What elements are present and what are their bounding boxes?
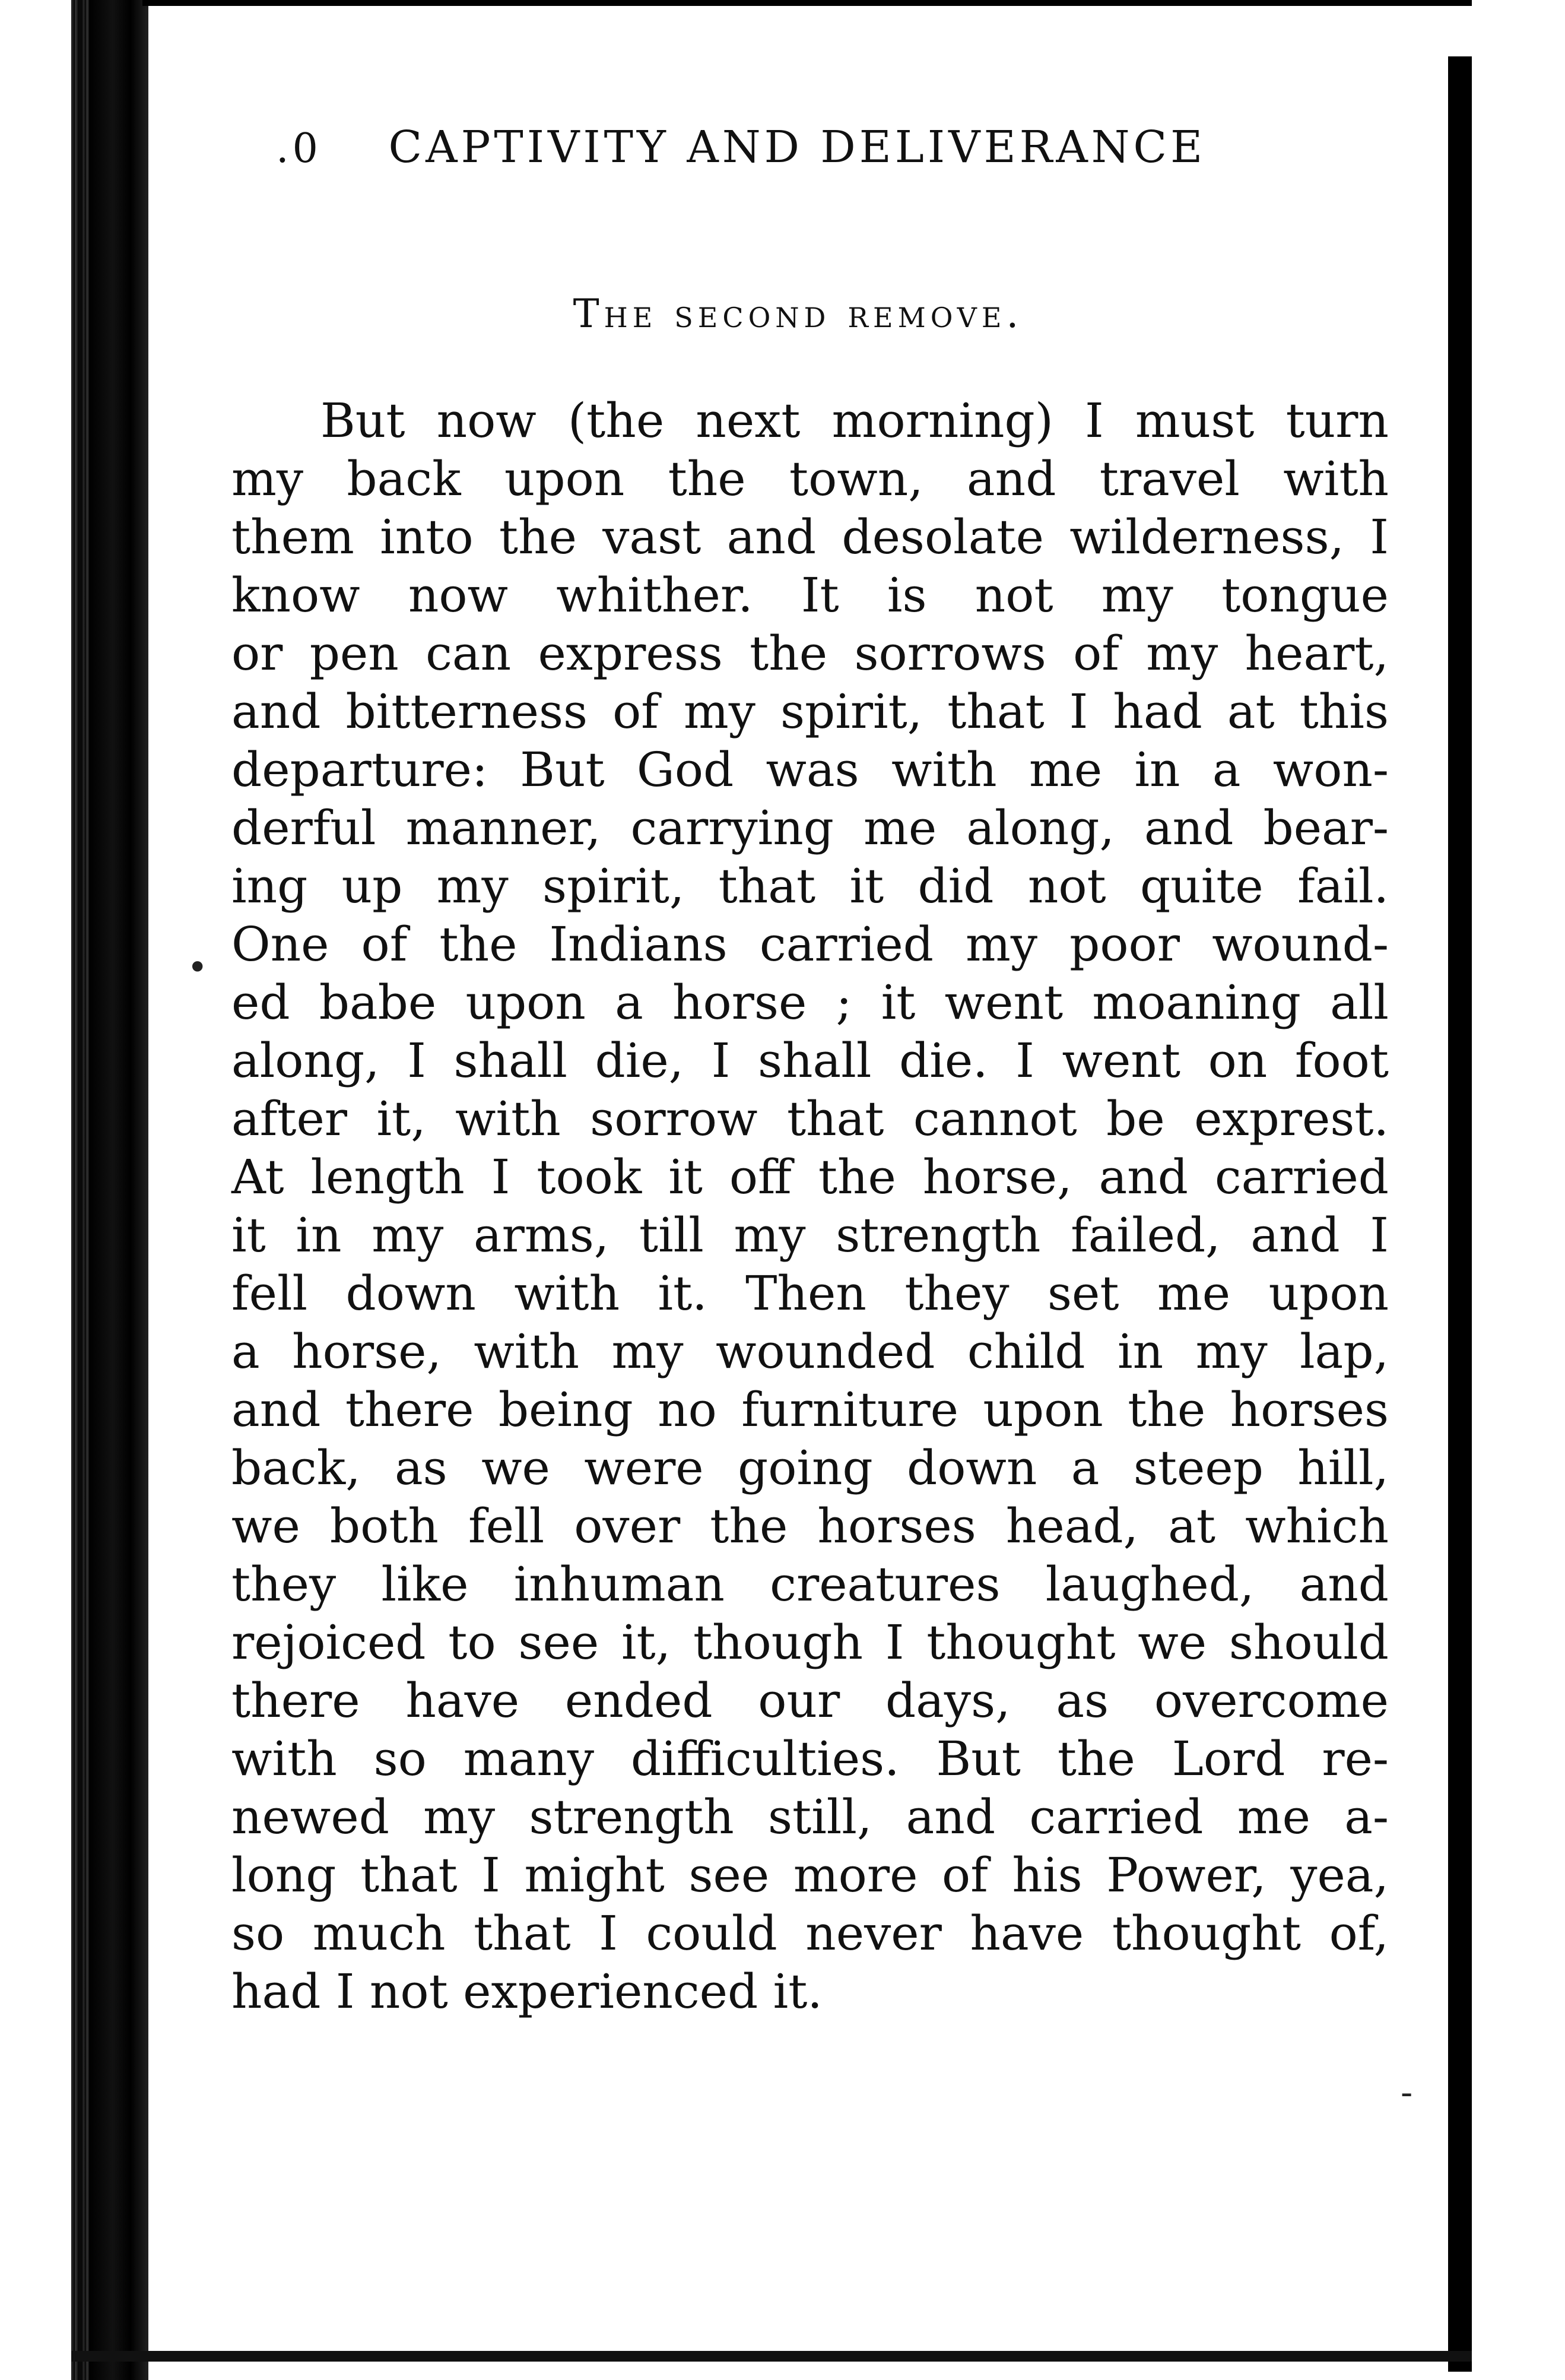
text-line: with so many difficulties. But the Lord re- (231, 1731, 1389, 1786)
text-line: we both fell over the horses head, at which (231, 1498, 1389, 1554)
text-line: rejoiced to see it, though I thought we should (231, 1615, 1389, 1670)
page-gutter-right (1448, 56, 1472, 2372)
text-line: long that I might see more of his Power, yea, (231, 1847, 1389, 1903)
text-line: ing up my spirit, that it did not quite fail. (231, 858, 1389, 914)
text-line: departure: But God was with me in a won- (231, 742, 1389, 797)
book-page (148, 6, 1448, 2351)
section-title: The second remove. (573, 291, 1024, 337)
facing-page-sliver (1472, 0, 1565, 2380)
text-line: newed my strength still, and carried me a- (231, 1789, 1389, 1845)
text-line: and there being no furniture upon the horses (231, 1382, 1389, 1437)
text-line: after it, with sorrow that cannot be exprest. (231, 1091, 1389, 1146)
running-title: CAPTIVITY AND DELIVERANCE (388, 122, 1207, 173)
text-line: know now whither. It is not my tongue (231, 568, 1389, 623)
margin-mark: - (1401, 2072, 1413, 2113)
page-number: .0 (276, 125, 322, 172)
page-edge-left (89, 0, 148, 2380)
text-line: ed babe upon a horse ; it went moaning all (231, 975, 1389, 1030)
text-line: derful manner, carrying me along, and bear- (231, 800, 1389, 855)
text-line: had I not experienced it. (231, 1964, 823, 2019)
scan-margin-left (0, 0, 71, 2380)
text-line: a horse, with my wounded child in my lap, (231, 1324, 1389, 1379)
text-line: so much that I could never have thought of, (231, 1906, 1389, 1961)
scan-border-top (142, 0, 1472, 6)
text-line: them into the vast and desolate wilderness, I (231, 509, 1389, 565)
text-line: along, I shall die, I shall die. I went on foot (231, 1033, 1389, 1088)
scan-border-bottom (71, 2351, 1472, 2362)
text-line: At length I took it off the horse, and carried (231, 1149, 1389, 1205)
text-line: or pen can express the sorrows of my heart, (231, 626, 1389, 681)
text-line: my back upon the town, and travel with (231, 451, 1389, 506)
margin-mark: • (187, 947, 208, 988)
text-line: there have ended our days, as overcome (231, 1673, 1389, 1728)
text-line: it in my arms, till my strength failed, and I (231, 1208, 1389, 1263)
text-line: One of the Indians carried my poor wound- (231, 917, 1389, 972)
running-head (276, 122, 1404, 187)
text-line: they like inhuman creatures laughed, and (231, 1557, 1389, 1612)
text-line: back, as we were going down a steep hill, (231, 1440, 1389, 1495)
text-line: and bitterness of my spirit, that I had at this (231, 684, 1389, 739)
text-line: But now (the next morning) I must turn (320, 393, 1389, 448)
text-line: fell down with it. Then they set me upon (231, 1266, 1389, 1321)
body-text (231, 392, 1389, 2021)
